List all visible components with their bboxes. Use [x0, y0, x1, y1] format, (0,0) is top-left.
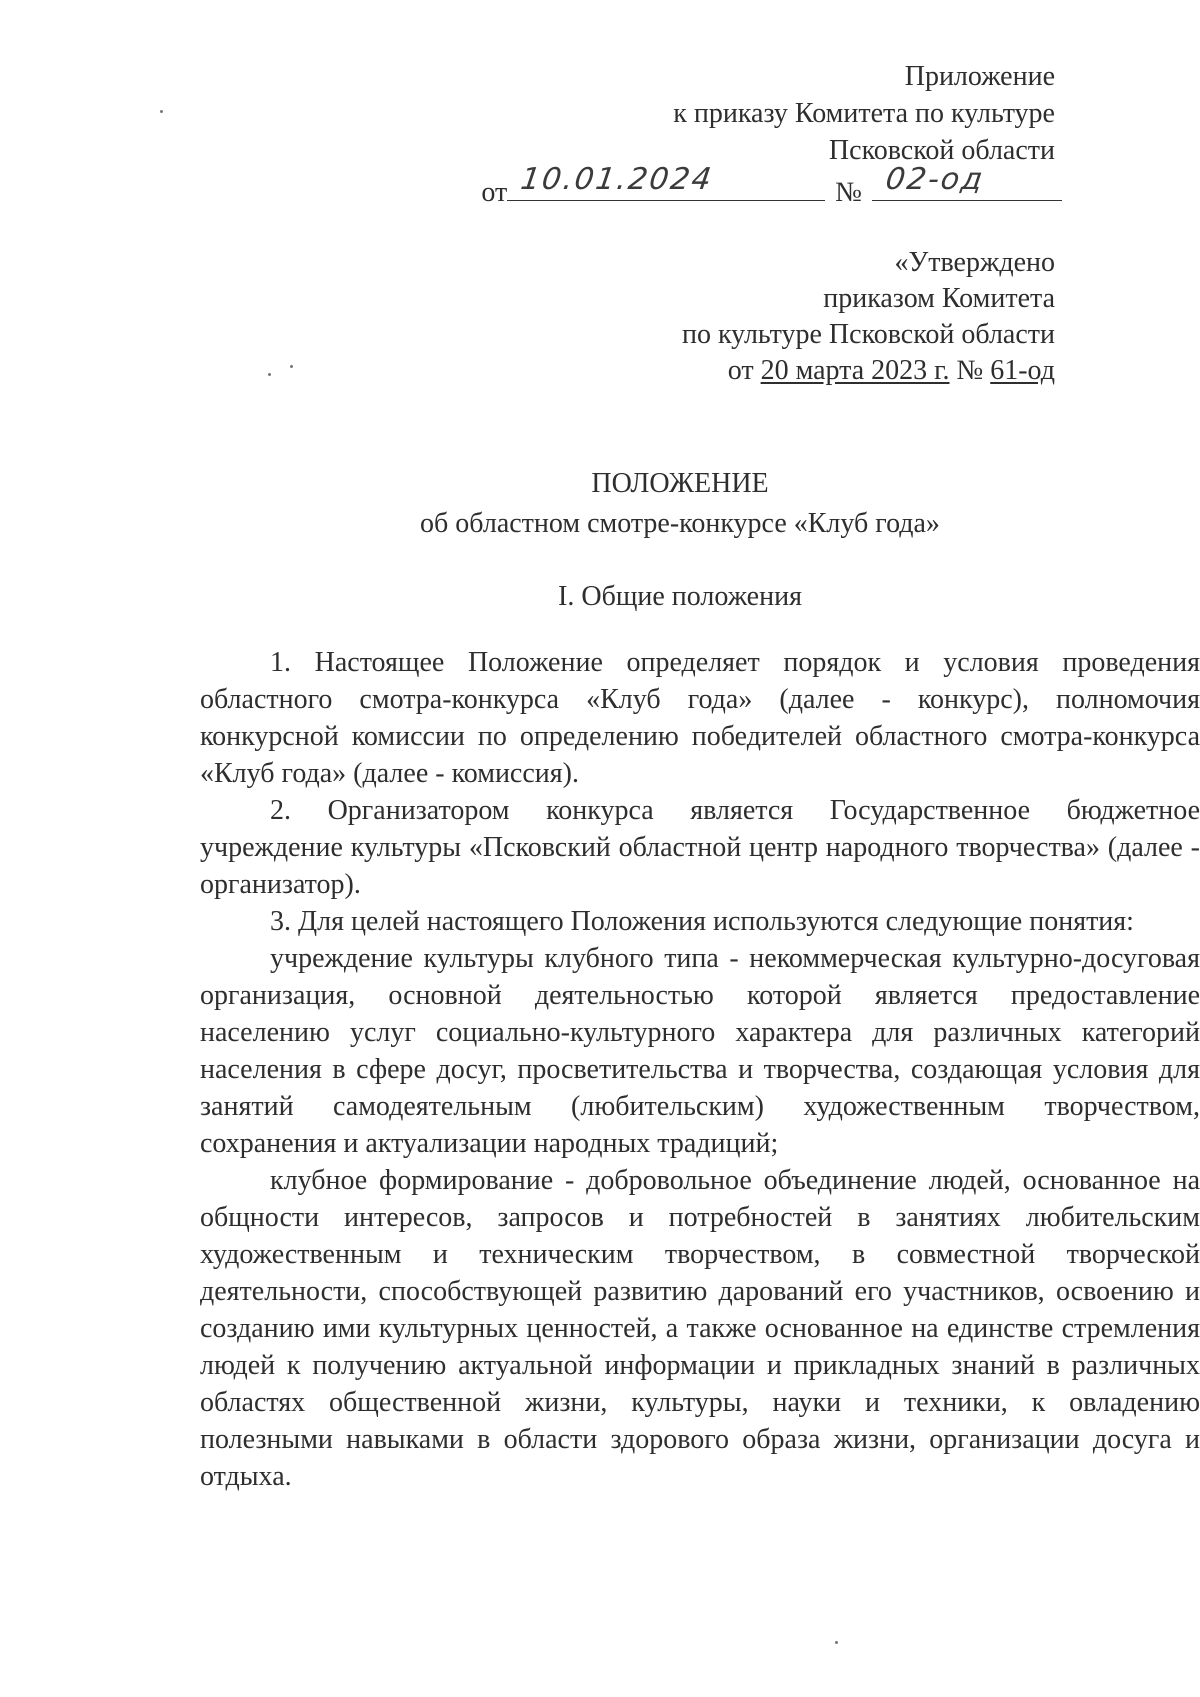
order-date-blank	[507, 162, 825, 201]
approval-date-prefix: от	[727, 355, 754, 386]
approval-committee: по культуре Псковской области	[681, 319, 1055, 350]
approval-order: приказом Комитета	[823, 283, 1055, 314]
appendix-header	[673, 58, 1055, 169]
document-body	[200, 644, 1200, 1495]
paragraph-3: 3. Для целей настоящего Положения используются следующие понятия:	[270, 906, 1134, 937]
scan-speck	[835, 1641, 838, 1644]
appendix-label: Приложение	[904, 61, 1055, 92]
order-date-number-row	[481, 162, 1062, 211]
scan-speck	[160, 110, 163, 113]
order-date-handwritten: 10.01.2024	[518, 162, 716, 197]
scan-speck	[268, 373, 271, 376]
order-number-handwritten: 02-од	[883, 162, 987, 197]
paragraph-1: 1. Настоящее Положение определяет порядок и условия проведения областного смотра-конкурса «Клуб года» (далее - конкурс), полномочия конкурсной комиссии по определению победителей областного смотра-конкурса «Клуб года» (далее - комиссия).	[200, 647, 1200, 789]
definition-club-institution: учреждение культуры клубного типа - некоммерческая культурно-досуговая организация, основной деятельностью которой является предоставление населению услуг социально-культурного характера для различных категорий населения в сфере досуг, просветительства и творчества, создающая условия для занятий самодеятельным (любительским) художественным творчеством, сохранения и актуализации народных традиций;	[200, 943, 1200, 1159]
document-subtitle: об областном смотре-конкурсе «Клуб года»	[420, 508, 940, 539]
approval-number: 61-од	[990, 355, 1055, 386]
approval-date: 20 марта 2023 г.	[760, 355, 950, 386]
appendix-order-ref: к приказу Комитета по культуре	[673, 98, 1055, 129]
order-date-prefix: от	[481, 177, 508, 208]
scan-speck	[290, 365, 293, 368]
order-number-blank	[872, 162, 1062, 201]
definition-club-formation: клубное формирование - добровольное объединение людей, основанное на общности интересов, запросов и потребностей в занятиях любительским художественным и техническим творчеством, в совместной творческой деятельности, способствующей развитию дарований его участников, освоению и созданию ими культурных ценностей, а также основанное на единстве стремления людей к получению актуальной информации и прикладных знаний в различных областях общественной жизни, культуры, науки и техники, к овладению полезными навыками в области здорового образа жизни, организации досуга и отдыха.	[200, 1165, 1200, 1492]
document-title: ПОЛОЖЕНИЕ	[591, 468, 769, 499]
order-number-prefix: №	[835, 177, 862, 208]
section-title: I. Общие положения	[558, 581, 802, 612]
approval-date-line	[682, 353, 1055, 389]
approval-label: «Утверждено	[894, 247, 1055, 278]
approval-block	[682, 245, 1055, 389]
approval-number-prefix: №	[956, 355, 984, 386]
paragraph-2: 2. Организатором конкурса является Государственное бюджетное учреждение культуры «Псковский областной центр народного творчества» (далее - организатор).	[200, 795, 1200, 900]
appendix-region: Псковской области	[828, 135, 1055, 166]
